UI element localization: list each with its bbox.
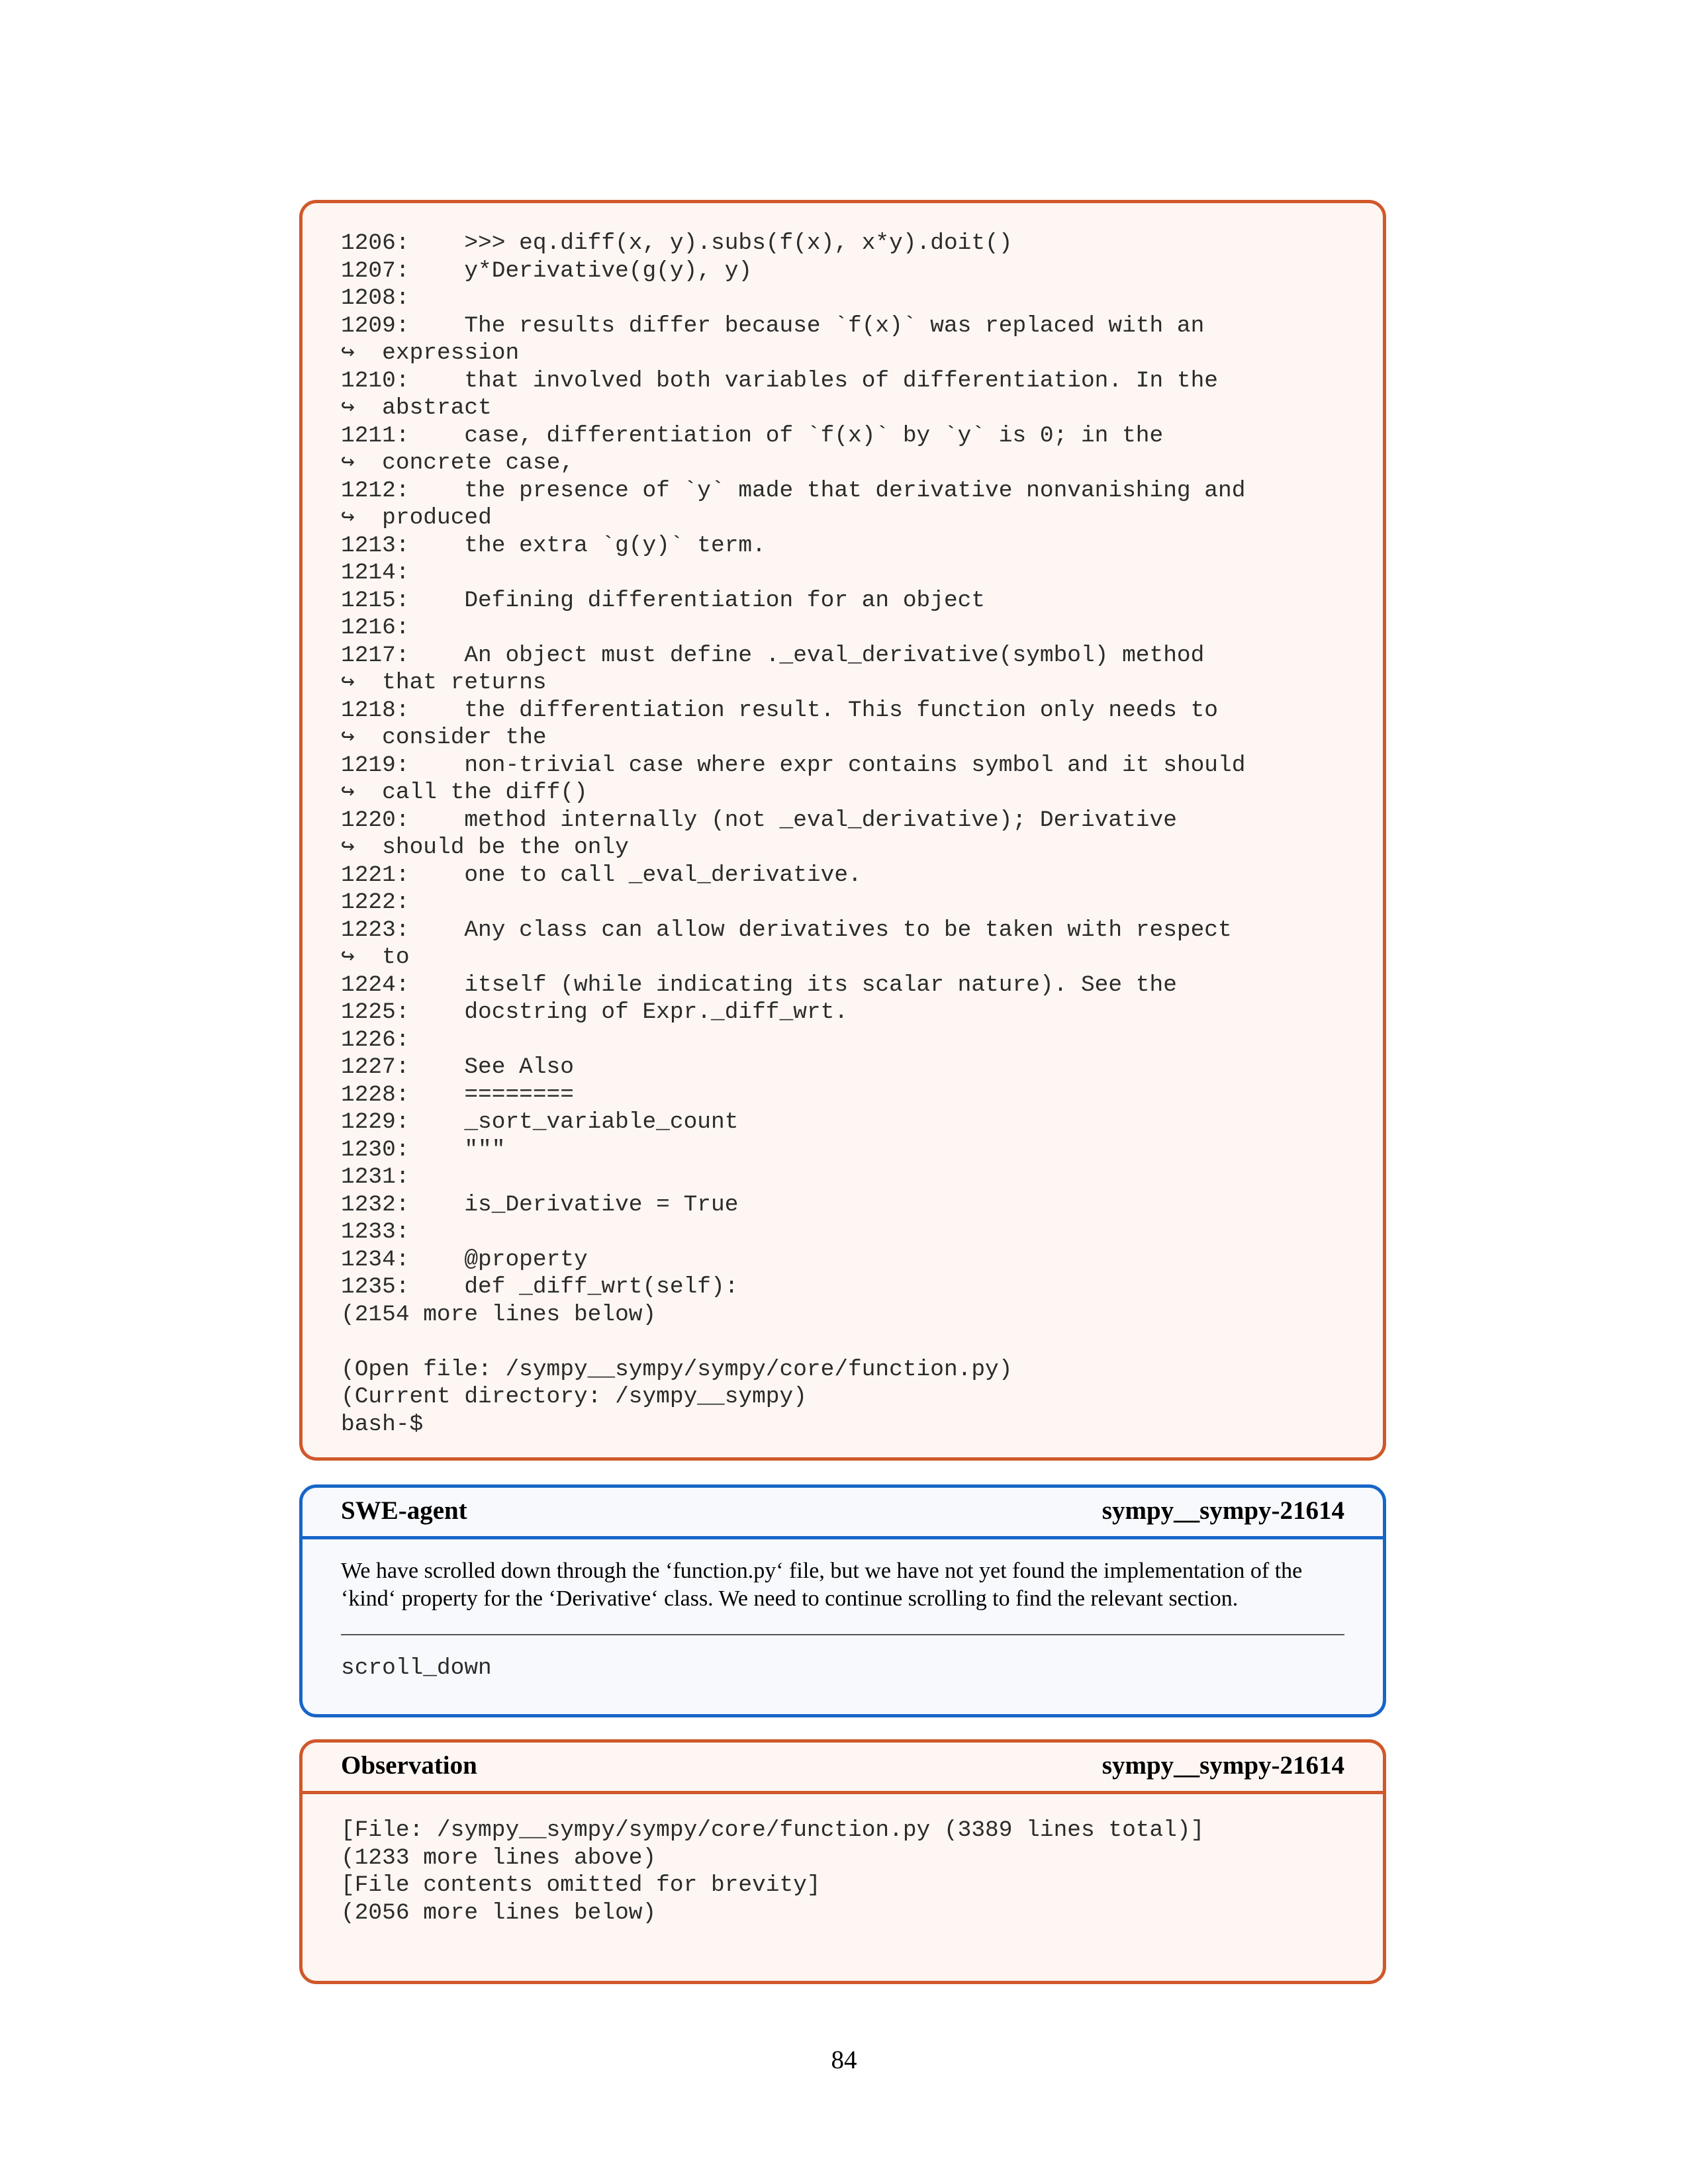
code-line: 1211: case, differentiation of `f(x)` by `y` is 0; in the <box>341 422 1164 449</box>
code-line: 1226: <box>341 1026 410 1053</box>
code-line: 1222: <box>341 889 410 915</box>
code-line: 1224: itself (while indicating its scalar nature). See the <box>341 972 1177 998</box>
code-line: 1234: @property <box>341 1246 588 1273</box>
code-line: ↪ to <box>341 944 410 970</box>
code-line: 1230: """ <box>341 1136 506 1163</box>
code-line: ↪ should be the only <box>341 835 629 860</box>
code-line: 1223: Any class can allow derivatives to be taken with respect <box>341 917 1232 943</box>
code-line: 1209: The results differ because `f(x)` was replaced with an <box>341 312 1205 339</box>
agent-command: scroll_down <box>341 1655 492 1681</box>
code-line: [File: /sympy__sympy/sympy/core/function.py (3389 lines total)] <box>341 1817 1205 1843</box>
agent-thought: We have scrolled down through the ‘function.py‘ file, but we have not yet found the implementation of the ‘kind‘ property for the ‘Derivative‘ class. We need to continue scrolling to find the relevant section. <box>341 1559 1303 1611</box>
code-line: 1232: is_Derivative = True <box>341 1191 739 1218</box>
page-number: 84 <box>831 2046 857 2074</box>
code-line: bash-$ <box>341 1411 424 1437</box>
agent-box <box>299 1484 1386 1717</box>
code-line: 1231: <box>341 1164 410 1190</box>
code-line: ↪ expression <box>341 340 520 366</box>
observation-box-header <box>303 1743 1383 1794</box>
agent-title: SWE-agent <box>341 1496 467 1525</box>
code-line: 1227: See Also <box>341 1054 574 1080</box>
code-line: 1229: _sort_variable_count <box>341 1109 739 1135</box>
code-line: 1216: <box>341 615 410 641</box>
code-line: 1228: ======== <box>341 1081 574 1108</box>
code-line: (Open file: /sympy__sympy/sympy/core/function.py) <box>341 1356 1013 1383</box>
code-line: 1212: the presence of `y` made that derivative nonvanishing and <box>341 477 1246 504</box>
code-line: ↪ that returns <box>341 670 547 696</box>
code-line: [File contents omitted for brevity] <box>341 1872 821 1898</box>
observation-instance-id: sympy__sympy-21614 <box>1102 1751 1344 1780</box>
code-line: 1213: the extra `g(y)` term. <box>341 532 766 559</box>
code-line: 1235: def _diff_wrt(self): <box>341 1274 739 1300</box>
code-output-box <box>299 200 1386 1461</box>
code-line: 1220: method internally (not _eval_derivative); Derivative <box>341 807 1177 833</box>
code-line: ↪ abstract <box>341 395 492 421</box>
code-line: 1221: one to call _eval_derivative. <box>341 862 862 888</box>
code-line: (2154 more lines below) <box>341 1301 657 1328</box>
observation-lines <box>341 1817 1356 1927</box>
code-line: ↪ call the diff() <box>341 780 588 805</box>
agent-instance-id: sympy__sympy-21614 <box>1102 1496 1344 1525</box>
code-line: 1233: <box>341 1219 410 1245</box>
code-line: 1215: Defining differentiation for an object <box>341 587 986 614</box>
code-line <box>341 1328 1356 1356</box>
code-line: 1217: An object must define ._eval_derivative(symbol) method <box>341 642 1205 668</box>
code-lines <box>341 230 1356 1438</box>
code-line: 1208: <box>341 285 410 311</box>
observation-box <box>299 1739 1386 1984</box>
code-line: 1225: docstring of Expr._diff_wrt. <box>341 999 849 1025</box>
code-line: (1233 more lines above) <box>341 1844 657 1871</box>
code-line: 1206: >>> eq.diff(x, y).subs(f(x), x*y).doit() <box>341 230 1013 256</box>
observation-title: Observation <box>341 1751 477 1780</box>
code-line: 1219: non-trivial case where expr contains symbol and it should <box>341 752 1246 778</box>
code-line: ↪ concrete case, <box>341 450 575 476</box>
code-line: ↪ produced <box>341 505 492 531</box>
code-line: 1207: y*Derivative(g(y), y) <box>341 257 753 284</box>
code-line: 1214: <box>341 560 410 586</box>
agent-divider <box>341 1634 1344 1635</box>
agent-box-header <box>303 1488 1383 1539</box>
code-line: 1218: the differentiation result. This function only needs to <box>341 697 1219 723</box>
code-line: 1210: that involved both variables of differentiation. In the <box>341 367 1219 394</box>
code-line: (Current directory: /sympy__sympy) <box>341 1384 807 1410</box>
code-line: ↪ consider the <box>341 725 547 751</box>
code-line: (2056 more lines below) <box>341 1899 657 1926</box>
